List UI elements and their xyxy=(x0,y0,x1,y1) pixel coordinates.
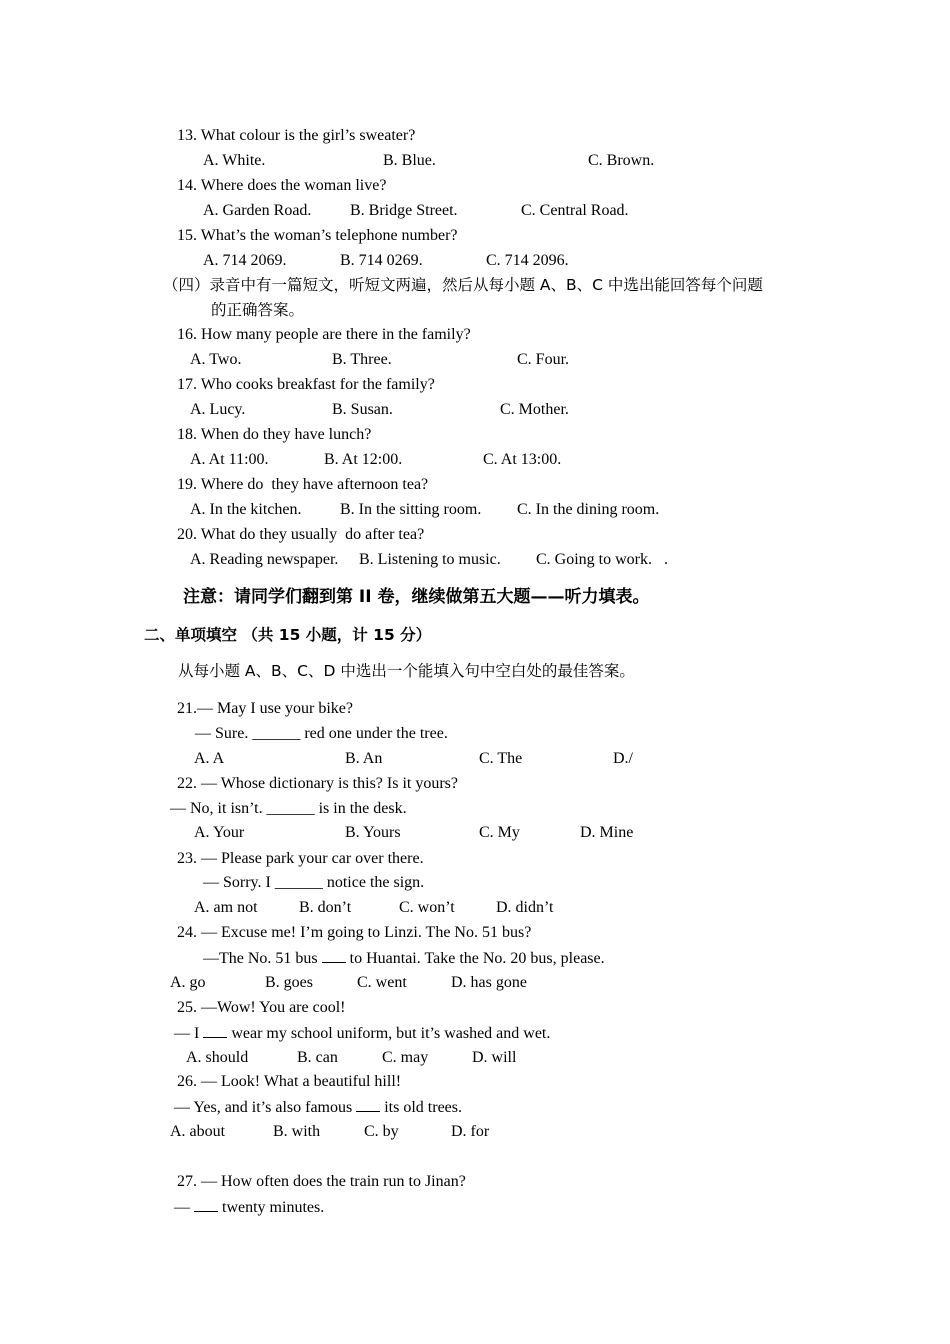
q25-line2-end: wear my school uniform, but it’s washed and wet. xyxy=(231,1025,551,1042)
q23-stem: 23. — Please park your car over there. xyxy=(177,850,424,867)
q17-option-a: A. Lucy. xyxy=(190,401,246,418)
q24-option-b: B. goes xyxy=(265,974,313,991)
q25-blank xyxy=(203,1023,227,1038)
q26-line2-end: its old trees. xyxy=(384,1099,462,1116)
notice-text: 注意：请同学们翻到第 II 卷，继续做第五大题——听力填表。 xyxy=(183,587,650,607)
q21-option-a: A. A xyxy=(194,750,225,767)
q27-blank xyxy=(194,1197,218,1212)
q27-line2-start: — xyxy=(174,1199,190,1216)
q25-line2-start: — I xyxy=(174,1025,200,1042)
q16-stem: 16. How many people are there in the family? xyxy=(177,326,471,343)
section2-title: 二、单项填空 （共 15 小题，计 15 分） xyxy=(144,626,432,644)
q14-option-c: C. Central Road. xyxy=(521,202,629,219)
q17-stem: 17. Who cooks breakfast for the family? xyxy=(177,376,435,393)
q14-option-b: B. Bridge Street. xyxy=(350,202,458,219)
q22-line2: — No, it isn’t. ______ is in the desk. xyxy=(170,800,407,817)
q23-option-b: B. don’t xyxy=(299,899,352,916)
q15-option-b: B. 714 0269. xyxy=(340,252,423,269)
q26-option-b: B. with xyxy=(273,1123,321,1140)
q25-stem: 25. —Wow! You are cool! xyxy=(177,999,346,1016)
q26-option-c: C. by xyxy=(364,1123,399,1140)
q24-blank xyxy=(322,948,346,963)
q20-option-b: B. Listening to music. xyxy=(359,551,501,568)
q23-option-d: D. didn’t xyxy=(496,899,554,916)
q25-line2 xyxy=(174,1023,550,1044)
part4-instruction-line2: 的正确答案。 xyxy=(211,301,305,319)
section2-instruction: 从每小题 A、B、C、D 中选出一个能填入句中空白处的最佳答案。 xyxy=(178,662,635,680)
q19-option-c: C. In the dining room. xyxy=(517,501,660,518)
q18-option-c: C. At 13:00. xyxy=(483,451,562,468)
q13-stem: 13. What colour is the girl’s sweater? xyxy=(177,127,416,144)
q22-stem: 22. — Whose dictionary is this? Is it yours? xyxy=(177,775,458,792)
q22-option-d: D. Mine xyxy=(580,824,634,841)
q26-option-a: A. about xyxy=(170,1123,226,1140)
q25-option-d: D. will xyxy=(472,1049,517,1066)
q21-option-d: D./ xyxy=(613,750,633,767)
q24-option-a: A. go xyxy=(170,974,206,991)
q26-option-d: D. for xyxy=(451,1123,490,1140)
q18-stem: 18. When do they have lunch? xyxy=(177,426,372,443)
q18-option-b: B. At 12:00. xyxy=(324,451,403,468)
q24-line2-start: —The No. 51 bus xyxy=(203,950,318,967)
q24-option-d: D. has gone xyxy=(451,974,527,991)
q26-stem: 26. — Look! What a beautiful hill! xyxy=(177,1073,402,1090)
q22-option-c: C. My xyxy=(479,824,520,841)
q23-line2: — Sorry. I ______ notice the sign. xyxy=(203,874,425,891)
q21-option-c: C. The xyxy=(479,750,523,767)
q27-line2 xyxy=(174,1197,324,1218)
q20-option-c: C. Going to work. . xyxy=(536,551,668,568)
q25-option-a: A. should xyxy=(186,1049,249,1066)
q24-option-c: C. went xyxy=(357,974,407,991)
q24-line2 xyxy=(203,948,605,969)
q26-blank xyxy=(356,1097,380,1112)
q21-stem: 21.— May I use your bike? xyxy=(177,700,353,717)
q24-stem: 24. — Excuse me! I’m going to Linzi. The No. 51 bus? xyxy=(177,924,532,941)
q25-option-b: B. can xyxy=(297,1049,338,1066)
q23-option-a: A. am not xyxy=(194,899,258,916)
q21-option-b: B. An xyxy=(345,750,383,767)
q22-option-b: B. Yours xyxy=(345,824,401,841)
q17-option-c: C. Mother. xyxy=(500,401,569,418)
q14-stem: 14. Where does the woman live? xyxy=(177,177,387,194)
q21-line2: — Sure. ______ red one under the tree. xyxy=(195,725,448,742)
q17-option-b: B. Susan. xyxy=(332,401,393,418)
q19-option-a: A. In the kitchen. xyxy=(190,501,302,518)
q16-option-b: B. Three. xyxy=(332,351,392,368)
q19-option-b: B. In the sitting room. xyxy=(340,501,482,518)
q26-line2-start: — Yes, and it’s also famous xyxy=(174,1099,353,1116)
q15-option-a: A. 714 2069. xyxy=(203,252,287,269)
q26-line2 xyxy=(174,1097,462,1118)
q15-stem: 15. What’s the woman’s telephone number? xyxy=(177,227,458,244)
q22-option-a: A. Your xyxy=(194,824,245,841)
q20-option-a: A. Reading newspaper. xyxy=(190,551,339,568)
q27-line2-end: twenty minutes. xyxy=(222,1199,325,1216)
q24-line2-end: to Huantai. Take the No. 20 bus, please. xyxy=(349,950,605,967)
q19-stem: 19. Where do they have afternoon tea? xyxy=(177,476,429,493)
q18-option-a: A. At 11:00. xyxy=(190,451,269,468)
q23-option-c: C. won’t xyxy=(399,899,455,916)
q14-option-a: A. Garden Road. xyxy=(203,202,312,219)
q13-option-c: C. Brown. xyxy=(588,152,655,169)
q15-option-c: C. 714 2096. xyxy=(486,252,569,269)
q13-option-a: A. White. xyxy=(203,152,266,169)
q13-option-b: B. Blue. xyxy=(383,152,436,169)
q20-stem: 20. What do they usually do after tea? xyxy=(177,526,425,543)
q16-option-c: C. Four. xyxy=(517,351,570,368)
q27-stem: 27. — How often does the train run to Jinan? xyxy=(177,1173,466,1190)
q25-option-c: C. may xyxy=(382,1049,429,1066)
part4-instruction-line1: （四）录音中有一篇短文，听短文两遍，然后从每小题 A、B、C 中选出能回答每个问题 xyxy=(163,276,763,294)
q16-option-a: A. Two. xyxy=(190,351,242,368)
